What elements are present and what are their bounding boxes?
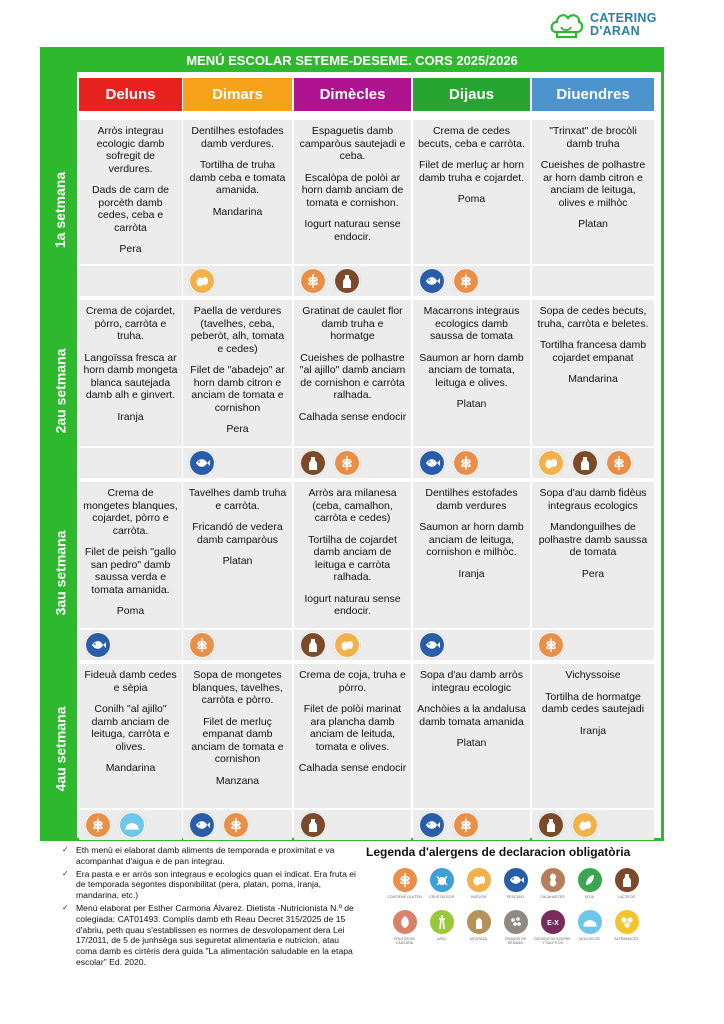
- menu-frame: [40, 47, 664, 841]
- allergen-row: [79, 810, 182, 840]
- legend-label: FRUTOS DE CÁSCARA: [394, 937, 415, 945]
- week-label-text: 4au setmana: [52, 706, 69, 792]
- day-header: Deluns: [79, 78, 182, 111]
- brand-logo: [548, 10, 657, 40]
- dessert: Poma: [116, 605, 145, 617]
- api-icon: [429, 909, 455, 935]
- week-label: [43, 482, 77, 664]
- dish: Dentilhes estofades damb verdures.: [191, 125, 284, 150]
- dessert: Poma: [457, 193, 486, 205]
- menu-cell: [183, 300, 292, 446]
- peish-icon: [419, 268, 445, 294]
- legend-item: [460, 909, 497, 945]
- dessert: Platan: [222, 555, 253, 567]
- legend-label: PESCADO: [506, 895, 525, 899]
- svg-text:E-X: E-X: [546, 920, 559, 927]
- note-item: [62, 903, 362, 968]
- allergen-row: [183, 810, 292, 840]
- legend-item: [386, 909, 423, 945]
- dish: Tortilha de cojardet damb anciam de leituga e carròta ralhada.: [308, 533, 397, 583]
- dessert: Platan: [456, 737, 487, 749]
- dish: Sopa d'au damb fidèus integraus ecologics: [539, 487, 647, 512]
- dish: Dads de carn de porcèth damb cedes, ceba e carròta: [91, 184, 170, 234]
- brand-line-1: CATERING: [590, 11, 657, 25]
- legend-item: [423, 909, 460, 945]
- dish: Tortilha francesa damb cojardet empanat: [539, 339, 647, 364]
- dish: Sopa de mongetes blanques, tavelhes, carròta e pòrro.: [192, 669, 283, 706]
- note-text: Menú elaborat per Esther Carmona Álvarez. Dietista -Nutricionista N.º de colegiada: CAT01493. Complís damb eth Reau Decret 315/2025 de 15 d'abriu, peth quau s'establissen es normes de desvolopament dera Lei 17/2011, de 5 de junhsèga sus seguretat alimentaria e nutricion, atau coma damb es cirtèris dera guida "La alimentación saludable en la etapa escolar" Ed. 2020.: [76, 902, 354, 967]
- dish: Tortilha de hormatge damb cedes sautejadi: [541, 690, 645, 715]
- allergen-row: [532, 630, 654, 660]
- dish: Arròs ara milanesa (ceba, camalhon, carròta e cedes): [308, 487, 397, 524]
- dish: Sopa d'au damb arròs integrau ecologic: [420, 669, 523, 694]
- dessert: Mandarina: [568, 373, 618, 385]
- legend-label: GRANOS DE SÉSAMO: [504, 937, 527, 945]
- dish: Vichyssoise: [565, 669, 621, 681]
- day-header: Diuendres: [532, 78, 654, 111]
- lactics-icon: [300, 632, 326, 658]
- week-label-text: 3au setmana: [52, 530, 69, 616]
- dish: Crema de mongetes blanques, cojardet, pòrro e carròta.: [83, 487, 178, 537]
- dish: Saumon ar horn damb anciam de tomata, leituga e olives.: [419, 351, 524, 389]
- week-label: [43, 300, 77, 482]
- chef-hat-icon: [548, 10, 584, 40]
- allergen-row: [532, 448, 654, 478]
- peish-icon: [189, 812, 215, 838]
- dish: Cueishes de polhastre "al ajillo" damb anciam de cornishon e carròta ralhada.: [299, 351, 406, 401]
- soja-icon: [577, 867, 603, 893]
- allergen-row: [413, 630, 530, 660]
- dish: Mandonguilhes de polhastre damb saussa de tomata: [538, 521, 648, 558]
- dessert: Iranja: [458, 567, 485, 580]
- allergen-row: [79, 630, 182, 660]
- dish: Tortilha de truha damb ceba e tomata amanida.: [189, 159, 286, 196]
- gluten-icon: [453, 812, 479, 838]
- dessert: Iranja: [117, 410, 144, 423]
- frutsdecascalh-icon: [392, 909, 418, 935]
- mostassa-icon: [466, 909, 492, 935]
- allergen-row: [183, 266, 292, 296]
- gluten-icon: [85, 812, 111, 838]
- allergen-row: [79, 266, 182, 296]
- legend-item: [534, 909, 571, 945]
- mollusques-icon: [119, 812, 145, 838]
- dish: "Trinxat" de brocòli damb truha: [549, 125, 637, 150]
- dish: Crema de cojardet, pòrro, carròta e truha.: [85, 305, 176, 342]
- dish: Filet de merluç ar horn damb truha e cojardet.: [418, 159, 525, 184]
- allergen-legend: [366, 845, 666, 945]
- peish-icon: [419, 812, 445, 838]
- lactics-icon: [300, 450, 326, 476]
- menu-cell: [79, 120, 182, 264]
- legend-item: [460, 867, 497, 903]
- allergen-row: [532, 810, 654, 840]
- dish: Arròs integrau ecologic damb sofregit de verdures.: [96, 125, 165, 175]
- week-label: [43, 664, 77, 834]
- legend-label: DIÓXIDO DE AZUFRE Y SULFITOS: [534, 937, 571, 945]
- legend-label: APIO: [437, 937, 446, 941]
- menu-cell: [294, 120, 411, 264]
- menu-title: MENÚ ESCOLAR SETEME-DESEME. CORS 2025/2026: [43, 50, 661, 72]
- mollusques-icon: [577, 909, 603, 935]
- lactics-icon: [334, 268, 360, 294]
- allergen-row: [413, 266, 530, 296]
- dish: Crema de cedes becuts, ceba e carròta.: [418, 125, 525, 150]
- lactics-icon: [538, 812, 564, 838]
- gluten-icon: [189, 632, 215, 658]
- dessert: Iogurt naturau sense endocir.: [304, 218, 401, 243]
- altramusos-icon: [614, 909, 640, 935]
- menu-cell: [79, 482, 182, 628]
- dish: Macarrons integraus ecologics damb saussa de tomata: [423, 305, 520, 342]
- allergen-row: [79, 448, 182, 478]
- dish: Anchòies a la andalusa damb tomata amanida: [417, 703, 526, 728]
- gluten-icon: [538, 632, 564, 658]
- legend-label: MOLUSCOS: [579, 937, 600, 941]
- note-item: [62, 845, 362, 867]
- legend-item: [386, 867, 423, 903]
- legend-label: MOSTAZA: [469, 937, 488, 941]
- dish: Conilh "al ajillo" damb anciam de leituga, carròta e olives.: [91, 703, 170, 753]
- allergen-row: [183, 448, 292, 478]
- peish-icon: [85, 632, 111, 658]
- uous-icon: [572, 812, 598, 838]
- dish: Cueishes de polhastre ar horn damb citron e anciam de leituga, olives e milhòc: [540, 159, 646, 209]
- legend-label: CRUSTÁCEOS: [429, 895, 454, 899]
- dessert: Mandarina: [105, 762, 156, 774]
- legend-item: [497, 909, 534, 945]
- dessert: Iogurt naturau sense endocir.: [304, 592, 401, 617]
- menu-cell: [532, 482, 654, 628]
- dessert: Pera: [119, 243, 142, 255]
- dish: Saumon ar horn damb anciam de leituga, cornishon e milhòc.: [419, 521, 524, 558]
- menu-cell: [183, 664, 292, 808]
- menu-cell: [532, 300, 654, 446]
- dish: Filet de peish "gallo san pedro" damb saussa verda e tomata amanida.: [84, 546, 177, 596]
- brand-line-2: D'ARAN: [590, 24, 640, 38]
- peish-icon: [419, 632, 445, 658]
- dish: Gratinat de caulet flor damb truha e hormatge: [302, 305, 403, 342]
- dish: Espaguetis damb camparòus sautejadi e ceba.: [299, 125, 406, 162]
- uous-icon: [538, 450, 564, 476]
- dessert: Calhada sense endocir: [298, 762, 407, 774]
- dish: Sopa de cedes becuts, truha, carròta e beletes.: [537, 305, 649, 330]
- peish-icon: [189, 450, 215, 476]
- allergen-row: [294, 266, 411, 296]
- allergen-row: [294, 448, 411, 478]
- uous-icon: [466, 867, 492, 893]
- menu-cell: [183, 120, 292, 264]
- menu-cell: [532, 664, 654, 808]
- note-text: Eth menù ei elaborat damb aliments de temporada e proximitat e va acompanhat d'aigua e de pan integrau.: [76, 845, 335, 866]
- dessert: Calhada sense endocir: [298, 410, 407, 423]
- dish: Fideuà damb cedes e sèpia: [84, 669, 177, 694]
- legend-item: [423, 867, 460, 903]
- allergen-row: [183, 630, 292, 660]
- dessert: Manzana: [215, 774, 260, 787]
- dish: Dentilhes estofades damb verdures: [425, 487, 518, 512]
- dish: Crema de coja, truha e pòrro.: [299, 669, 406, 694]
- lactics-icon: [614, 867, 640, 893]
- uous-icon: [334, 632, 360, 658]
- dessert: Mandarina: [212, 205, 263, 218]
- allergen-row: [294, 630, 411, 660]
- dish: Tavelhes damb truha e carròta.: [188, 487, 287, 512]
- legend-item: [571, 867, 608, 903]
- week-label: [43, 120, 77, 300]
- dish: Filet de "abadejo" ar horn damb citron e anciam de tomata e cornishon: [190, 364, 285, 414]
- dessert: Pera: [581, 567, 605, 580]
- dessert: Iranja: [579, 724, 607, 737]
- menu-cell: [294, 482, 411, 628]
- allergen-row: [413, 448, 530, 478]
- menu-cell: [294, 664, 411, 808]
- check-icon: ✓: [62, 868, 69, 878]
- gluten-icon: [453, 268, 479, 294]
- menu-cell: [294, 300, 411, 446]
- gluten-icon: [606, 450, 632, 476]
- menu-cell: [413, 300, 530, 446]
- granesdesesam-icon: [503, 909, 529, 935]
- dessert: Platan: [578, 218, 608, 230]
- dish: Escalòpa de polòi ar horn damb anciam de tomata e cornishon.: [301, 171, 404, 209]
- menu-cell: [183, 482, 292, 628]
- note-text: Era pasta e er arròs son integraus e ecologics quan ei indicat. Era fruta ei de temporada segontes disponibilitat (pera, platan, poma, iranja, mandarina, etc.): [76, 868, 356, 901]
- gluten-icon: [453, 450, 479, 476]
- dish: Filet de polòi marinat ara plancha damb anciam de leituda, tomata e olives.: [303, 703, 402, 753]
- gluten-icon: [392, 867, 418, 893]
- gluten-icon: [334, 450, 360, 476]
- menu-cell: [413, 482, 530, 628]
- legend-label: HUEVOS: [470, 895, 487, 899]
- lactics-icon: [572, 450, 598, 476]
- legend-item: [534, 867, 571, 903]
- lactics-icon: [300, 812, 326, 838]
- dessert: Pera: [226, 423, 249, 435]
- menu-cell: [413, 120, 530, 264]
- week-label-text: 2au setmana: [52, 348, 69, 434]
- allergen-row: [294, 810, 411, 840]
- allergen-row: [413, 810, 530, 840]
- legend-item: [497, 867, 534, 903]
- dish: Fricandó de vedera damb camparòus: [192, 521, 283, 546]
- uous-icon: [189, 268, 215, 294]
- legend-title: Legenda d'alergens de declaracion obligatòria: [366, 845, 631, 859]
- notes-section: [62, 845, 362, 970]
- dessert: Platan: [456, 398, 487, 410]
- dish: Langoïssa fresca ar horn damb mongeta blanca sautejada damb alh e ginvert.: [83, 351, 178, 401]
- legend-label: CONTIENE GLUTEN: [387, 895, 422, 899]
- day-header: Dimècles: [294, 78, 411, 111]
- day-header: Dijaus: [413, 78, 530, 111]
- legend-label: ALTRAMUCES: [614, 937, 639, 941]
- menu-cell: [79, 300, 182, 446]
- note-item: [62, 869, 362, 901]
- day-header: Dimars: [183, 78, 292, 111]
- check-icon: ✓: [62, 845, 69, 854]
- legend-item: [571, 909, 608, 945]
- check-icon: ✓: [62, 902, 69, 912]
- peish-icon: [419, 450, 445, 476]
- menu-cell: [532, 120, 654, 264]
- week-label-text: 1a setmana: [52, 171, 68, 249]
- legend-label: LÁCTEOS: [618, 895, 635, 899]
- legend-grid: [366, 867, 666, 945]
- gluten-icon: [223, 812, 249, 838]
- dish: Paella de verdures (tavelhes, ceba, peberòt, alh, tomata e cedes): [190, 305, 285, 355]
- menu-cell: [79, 664, 182, 808]
- menu-cell: [413, 664, 530, 808]
- legend-label: SOJA: [584, 895, 595, 899]
- legend-item: [608, 867, 645, 903]
- peish-icon: [503, 867, 529, 893]
- gluten-icon: [300, 268, 326, 294]
- crustacis-icon: [429, 867, 455, 893]
- dish: Filet de merluç empanat damb anciam de tomata e cornishon: [191, 715, 284, 765]
- allergen-row: [532, 266, 654, 296]
- cacauets-icon: [540, 867, 566, 893]
- sulfits-icon: [540, 909, 566, 935]
- legend-item: [608, 909, 645, 945]
- legend-label: CACAHUETES: [540, 895, 565, 899]
